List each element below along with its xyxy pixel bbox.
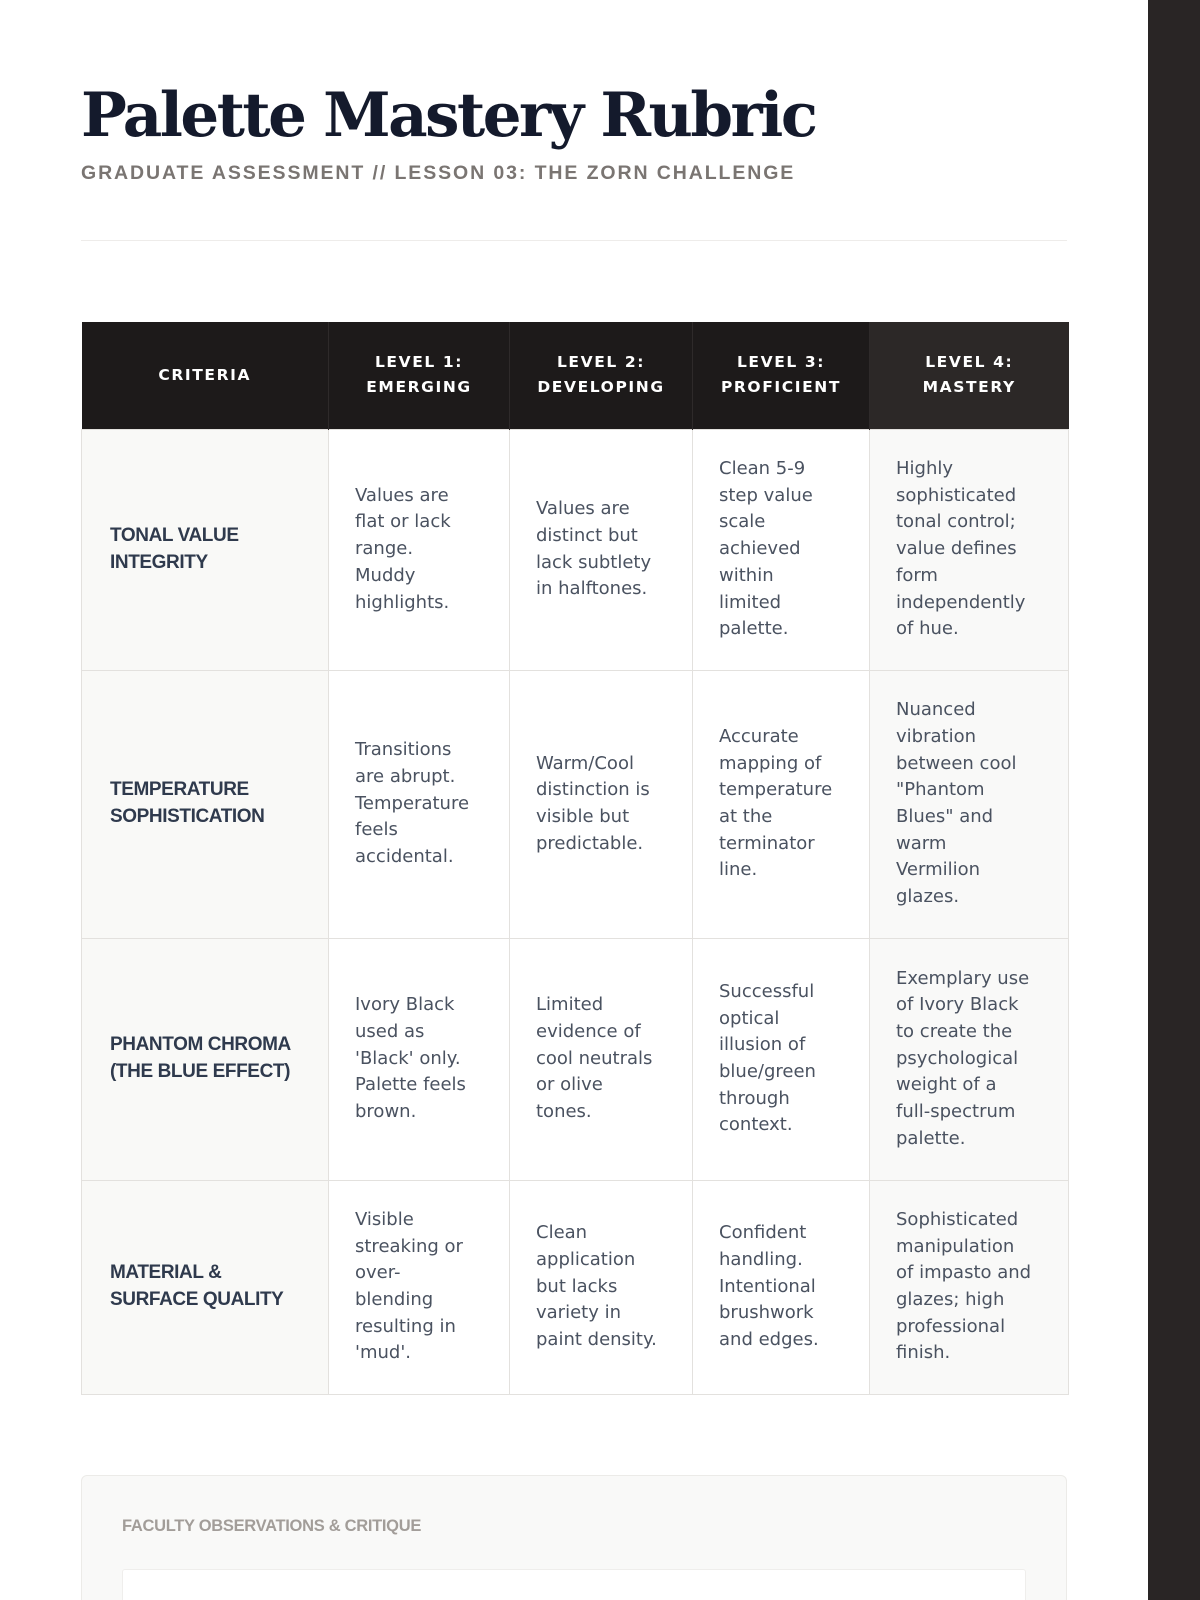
header-divider bbox=[81, 240, 1067, 241]
rubric-cell-level-1: Ivory Black used as 'Black' only. Palette feels brown. bbox=[329, 938, 510, 1180]
rubric-row-tonal-value bbox=[82, 429, 1069, 670]
faculty-observations-input[interactable] bbox=[122, 1569, 1026, 1600]
column-header-level-4: LEVEL 4: MASTERY bbox=[870, 322, 1069, 429]
side-panel-edge bbox=[1148, 0, 1200, 1600]
rubric-cell-level-2: Clean application but lacks variety in paint density. bbox=[510, 1180, 693, 1394]
faculty-observations-label: FACULTY OBSERVATIONS & CRITIQUE bbox=[122, 1517, 422, 1535]
rubric-cell-level-2: Warm/Cool distinction is visible but predictable. bbox=[510, 670, 693, 938]
criterion-label: TEMPERATURE SOPHISTICATION bbox=[82, 670, 329, 938]
rubric-cell-level-4: Highly sophisticated tonal control; value defines form independently of hue. bbox=[870, 429, 1069, 670]
rubric-cell-level-1: Values are flat or lack range. Muddy highlights. bbox=[329, 429, 510, 670]
rubric-cell-level-3: Accurate mapping of temperature at the terminator line. bbox=[693, 670, 870, 938]
page-subtitle: GRADUATE ASSESSMENT // LESSON 03: THE ZORN CHALLENGE bbox=[81, 162, 796, 184]
criterion-label: MATERIAL & SURFACE QUALITY bbox=[82, 1180, 329, 1394]
rubric-cell-level-2: Values are distinct but lack subtlety in halftones. bbox=[510, 429, 693, 670]
rubric-cell-level-1: Transitions are abrupt. Temperature feels accidental. bbox=[329, 670, 510, 938]
column-header-level-2: LEVEL 2: DEVELOPING bbox=[510, 322, 693, 429]
rubric-table bbox=[81, 322, 1069, 1395]
column-header-level-1: LEVEL 1: EMERGING bbox=[329, 322, 510, 429]
rubric-row-temperature bbox=[82, 670, 1069, 938]
rubric-cell-level-1: Visible streaking or over- blending resulting in 'mud'. bbox=[329, 1180, 510, 1394]
rubric-cell-level-4: Sophisticated manipulation of impasto and glazes; high professional finish. bbox=[870, 1180, 1069, 1394]
rubric-cell-level-3: Clean 5-9 step value scale achieved within limited palette. bbox=[693, 429, 870, 670]
rubric-header-row bbox=[82, 322, 1069, 429]
rubric-cell-level-3: Confident handling. Intentional brushwork and edges. bbox=[693, 1180, 870, 1394]
rubric-row-material-surface bbox=[82, 1180, 1069, 1394]
rubric-cell-level-4: Exemplary use of Ivory Black to create the psychological weight of a full-spectrum palette. bbox=[870, 938, 1069, 1180]
rubric-row-phantom-chroma bbox=[82, 938, 1069, 1180]
column-header-criteria: CRITERIA bbox=[82, 322, 329, 429]
rubric-cell-level-2: Limited evidence of cool neutrals or olive tones. bbox=[510, 938, 693, 1180]
criterion-label: PHANTOM CHROMA (THE BLUE EFFECT) bbox=[82, 938, 329, 1180]
rubric-cell-level-4: Nuanced vibration between cool "Phantom Blues" and warm Vermilion glazes. bbox=[870, 670, 1069, 938]
page-title: Palette Mastery Rubric bbox=[81, 80, 816, 151]
criterion-label: TONAL VALUE INTEGRITY bbox=[82, 429, 329, 670]
rubric-cell-level-3: Successful optical illusion of blue/green through context. bbox=[693, 938, 870, 1180]
column-header-level-3: LEVEL 3: PROFICIENT bbox=[693, 322, 870, 429]
